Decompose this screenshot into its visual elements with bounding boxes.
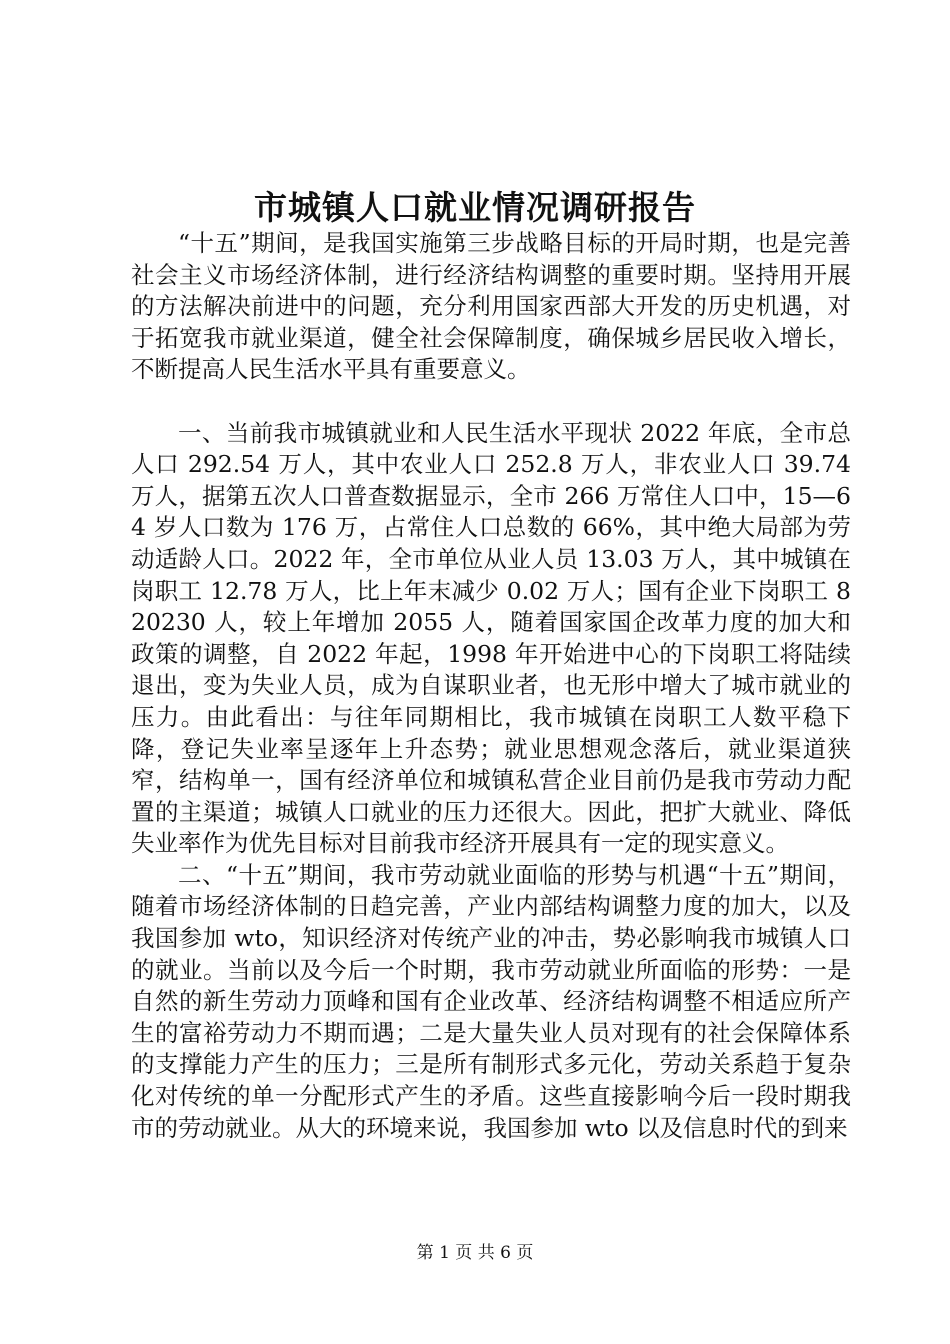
document-body <box>131 228 851 1144</box>
document-title: 市城镇人口就业情况调研报告 <box>254 188 696 227</box>
paragraph-intro: “十五”期间，是我国实施第三步战略目标的开局时期，也是完善社会主义市场经济体制，进行经济结构调整的重要时期。坚持用开展的方法解决前进中的问题，充分利用国家西部大开发的历史机遇，对于拓宽我市就业渠道，健全社会保障制度，确保城乡居民收入增长，不断提高人民生活水平具有重要意义。 <box>131 229 851 384</box>
paragraph-section-two: 二、“十五”期间，我市劳动就业面临的形势与机遇“十五”期间，随着市场经济体制的日趋完善，产业内部结构调整力度的加大，以及我国参加 wto，知识经济对传统产业的冲击，势必影响我市城镇人口的就业。当前以及今后一个时期，我市劳动就业所面临的形势：一是自然的新生劳动力顶峰和国有企业改革、经济结构调整不相适应所产生的富裕劳动力不期而遇；二是大量失业人员对现有的社会保障体系的支撑能力产生的压力；三是所有制形式多元化，劳动关系趋于复杂化对传统的单一分配形式产生的矛盾。这些直接影响今后一段时期我市的劳动就业。从大的环境来说，我国参加 wto 以及信息时代的到来 <box>131 860 851 1142</box>
paragraph-section-one: 一、当前我市城镇就业和人民生活水平现状 2022 年底，全市总人口 292.54 万人，其中农业人口 252.8 万人，非农业人口 39.74 万人，据第五次人口普查数据显示，全市 266 万常住人口中，15—64 岁人口数为 176 万，占常住人口总数的 66%，其中绝大局部为劳动适龄人口。2022 年，全市单位从业人员 13.03 万人，其中城镇在岗职工 12.78 万人，比上年末减少 0.02 万人；国有企业下岗职工 820230 人，较上年增加 2055 人，随着国家国企改革力度的加大和政策的调整，自 2022 年起，1998 年开始进中心的下岗职工将陆续退出，变为失业人员，成为自谋职业者，也无形中增大了城市就业的压力。由此看出：与往年同期相比，我市城镇在岗职工人数平稳下降，登记失业率呈逐年上升态势；就业思想观念落后，就业渠道狭窄，结构单一，国有经济单位和城镇私营企业目前仍是我市劳动力配置的主渠道；城镇人口就业的压力还很大。因此，把扩大就业、降低失业率作为优先目标对目前我市经济开展具有一定的现实意义。 <box>131 418 851 858</box>
page-number-footer: 第 1 页 共 6 页 <box>416 1243 534 1263</box>
